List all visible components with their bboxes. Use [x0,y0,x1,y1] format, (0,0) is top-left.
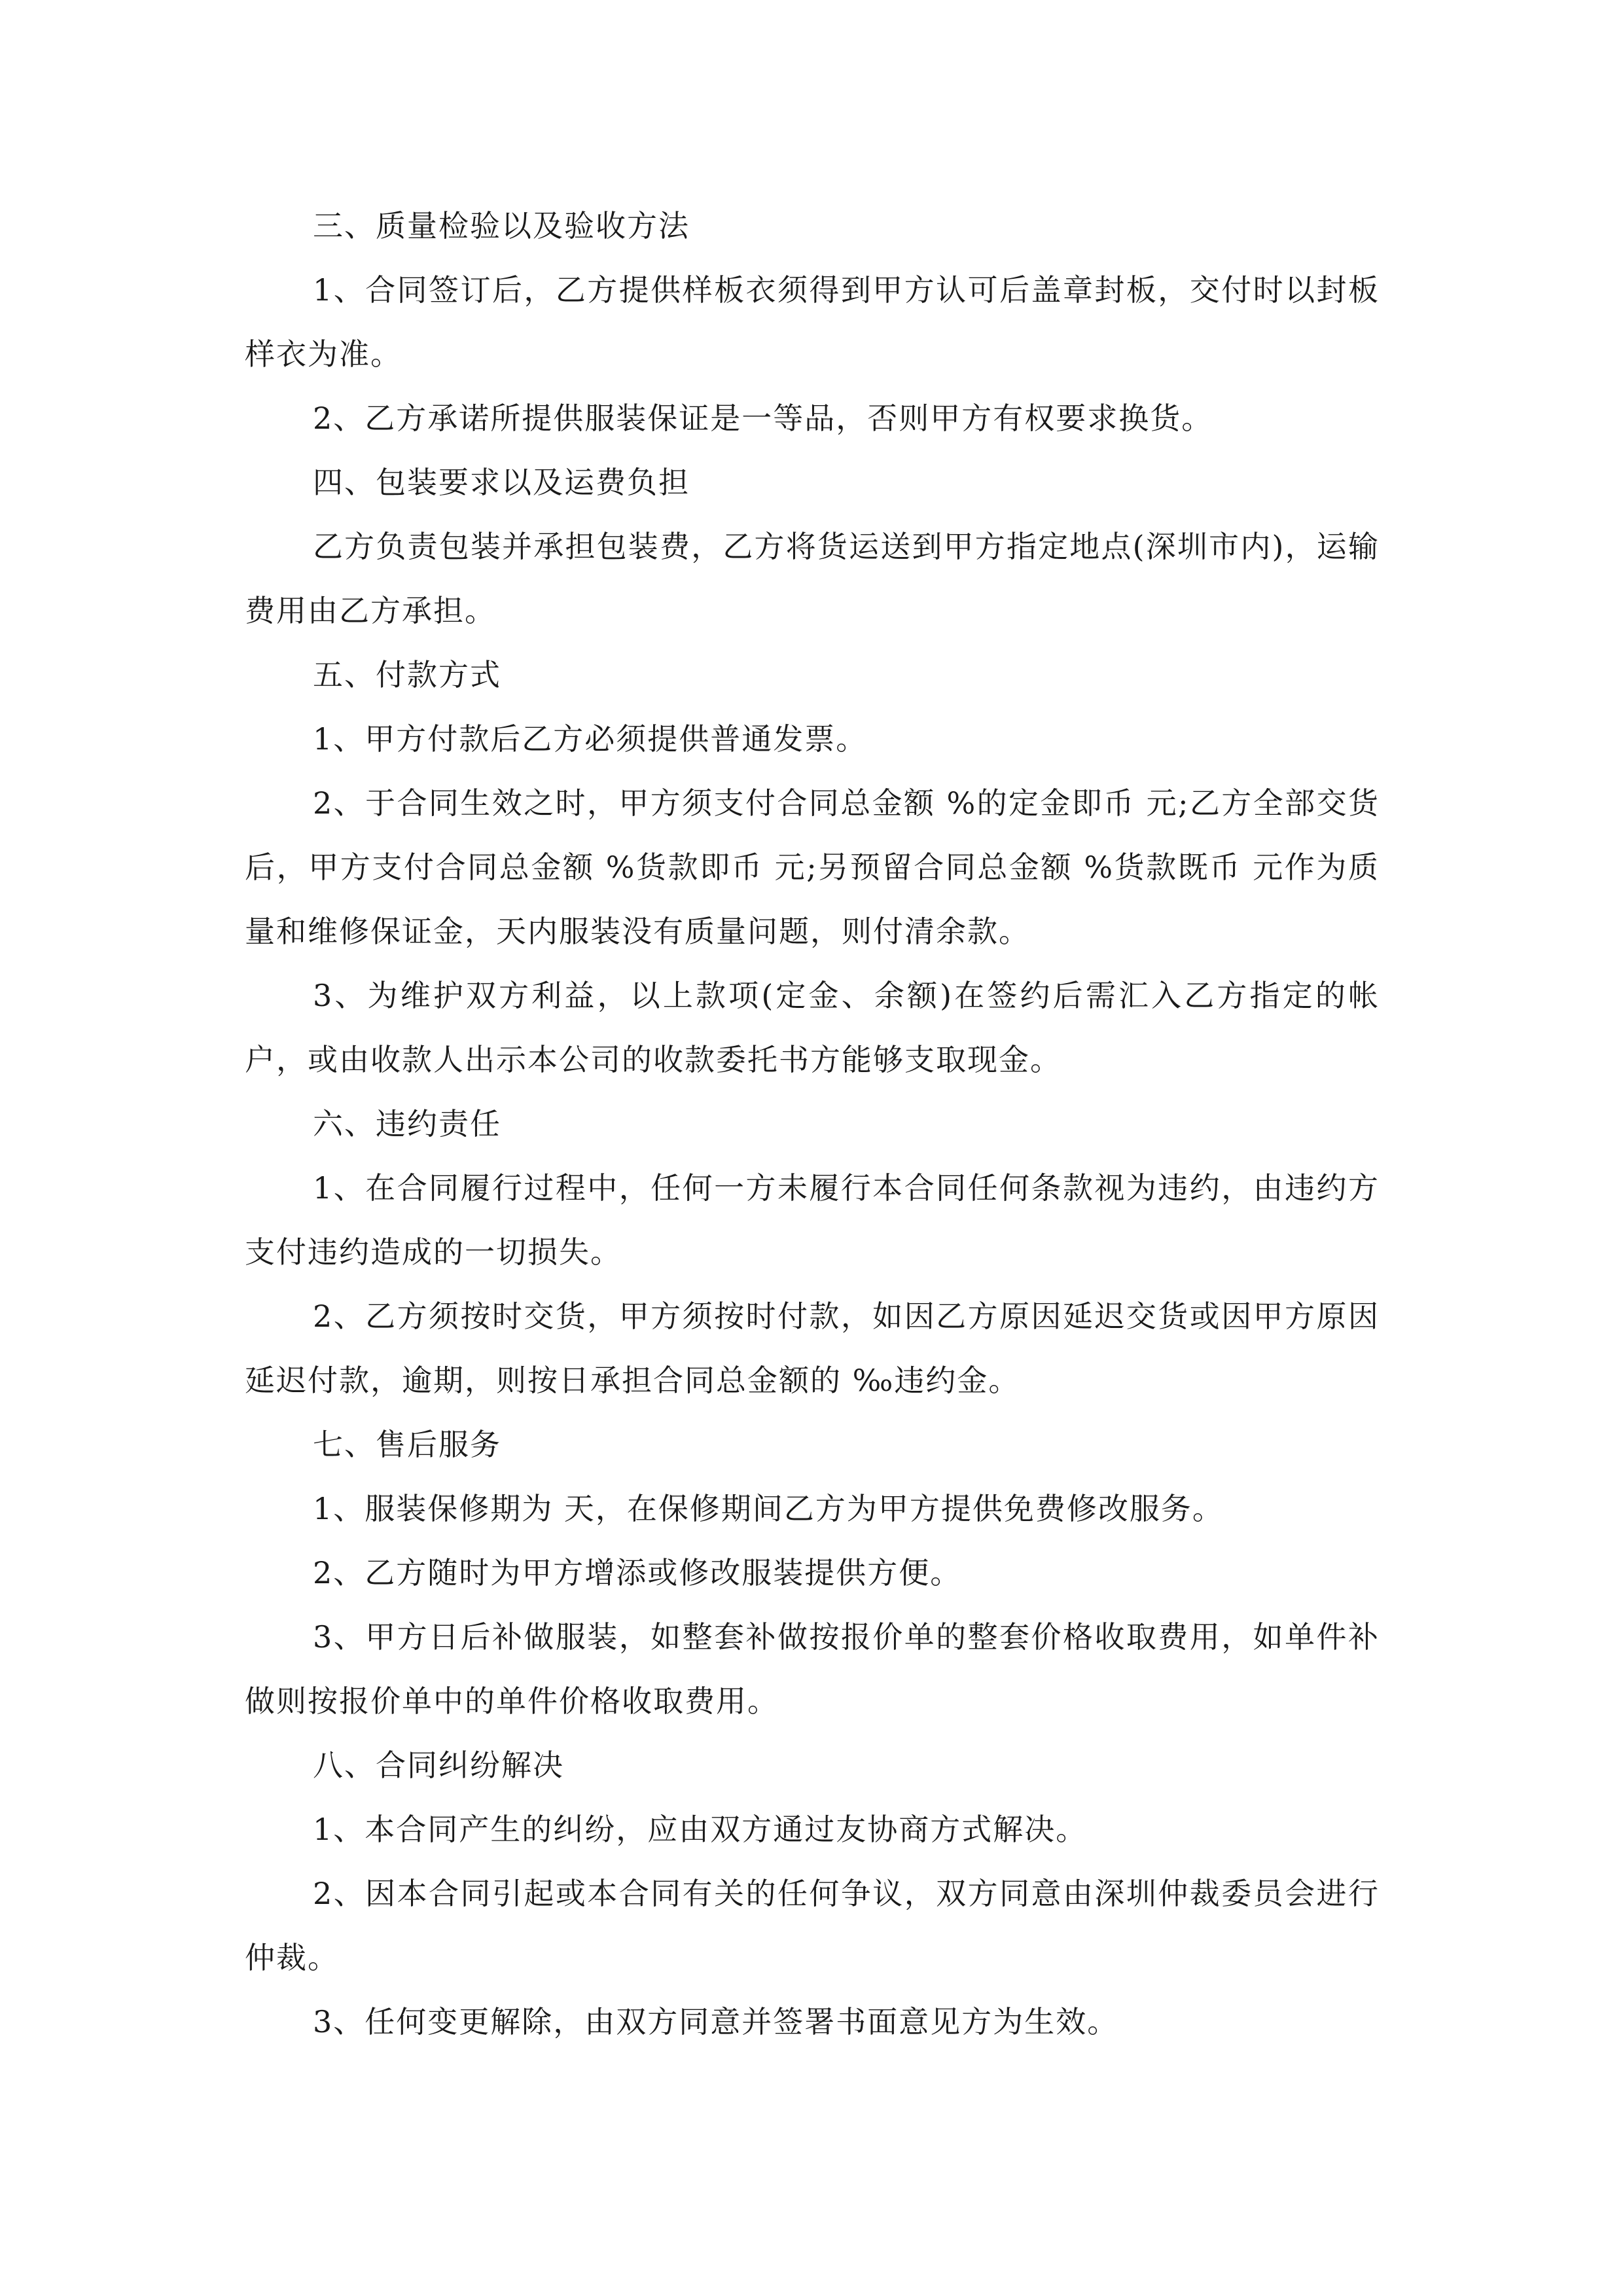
clause-paragraph: 1、本合同产生的纠纷，应由双方通过友协商方式解决。 [313,1812,1088,1847]
clause-paragraph: 1、服装保修期为 天，在保修期间乙方为甲方提供免费修改服务。 [313,1491,1224,1526]
contract-body [245,194,1380,2054]
section-heading-after-sales: 七、售后服务 [313,1427,501,1462]
clause-paragraph: 1、合同签订后，乙方提供样板衣须得到甲方认可后盖章封板，交付时以封板样衣为准。 [245,272,1380,372]
clause-paragraph: 3、甲方日后补做服装，如整套补做按报价单的整套价格收取费用，如单件补做则按报价单中的单件价格收取费用。 [245,1619,1380,1719]
section-heading-quality-inspection: 三、质量检验以及验收方法 [313,208,690,243]
clause-paragraph: 2、乙方须按时交货，甲方须按时付款，如因乙方原因延迟交货或因甲方原因延迟付款，逾期，则按日承担合同总金额的 ‰违约金。 [245,1299,1380,1398]
clause-paragraph: 3、为维护双方利益，以上款项(定金、余额)在签约后需汇入乙方指定的帐户，或由收款人出示本公司的收款委托书方能够支取现金。 [245,978,1380,1077]
clause-paragraph: 乙方负责包装并承担包装费，乙方将货运送到甲方指定地点(深圳市内)，运输费用由乙方承担。 [245,529,1380,628]
section-heading-dispute: 八、合同纠纷解决 [313,1748,564,1783]
section-heading-packaging: 四、包装要求以及运费负担 [313,465,690,500]
clause-paragraph: 3、任何变更解除，由双方同意并签署书面意见方为生效。 [313,2004,1119,2039]
clause-paragraph: 2、乙方承诺所提供服装保证是一等品，否则甲方有权要求换货。 [313,401,1213,436]
section-heading-breach: 六、违约责任 [313,1106,501,1141]
clause-paragraph: 2、于合同生效之时，甲方须支付合同总金额 %的定金即币 元;乙方全部交货后，甲方支付合同总金额 %货款即币 元;另预留合同总金额 %货款既币 元作为质量和维修保证金，天内服装没有质量问题，则付清余款。 [245,785,1380,949]
clause-paragraph: 2、因本合同引起或本合同有关的任何争议，双方同意由深圳仲裁委员会进行仲裁。 [245,1876,1380,1975]
clause-paragraph: 2、乙方随时为甲方增添或修改服装提供方便。 [313,1555,962,1590]
section-heading-payment: 五、付款方式 [313,657,501,692]
clause-paragraph: 1、在合同履行过程中，任何一方未履行本合同任何条款视为违约，由违约方支付违约造成的一切损失。 [245,1170,1380,1270]
clause-paragraph: 1、甲方付款后乙方必须提供普通发票。 [313,721,868,757]
